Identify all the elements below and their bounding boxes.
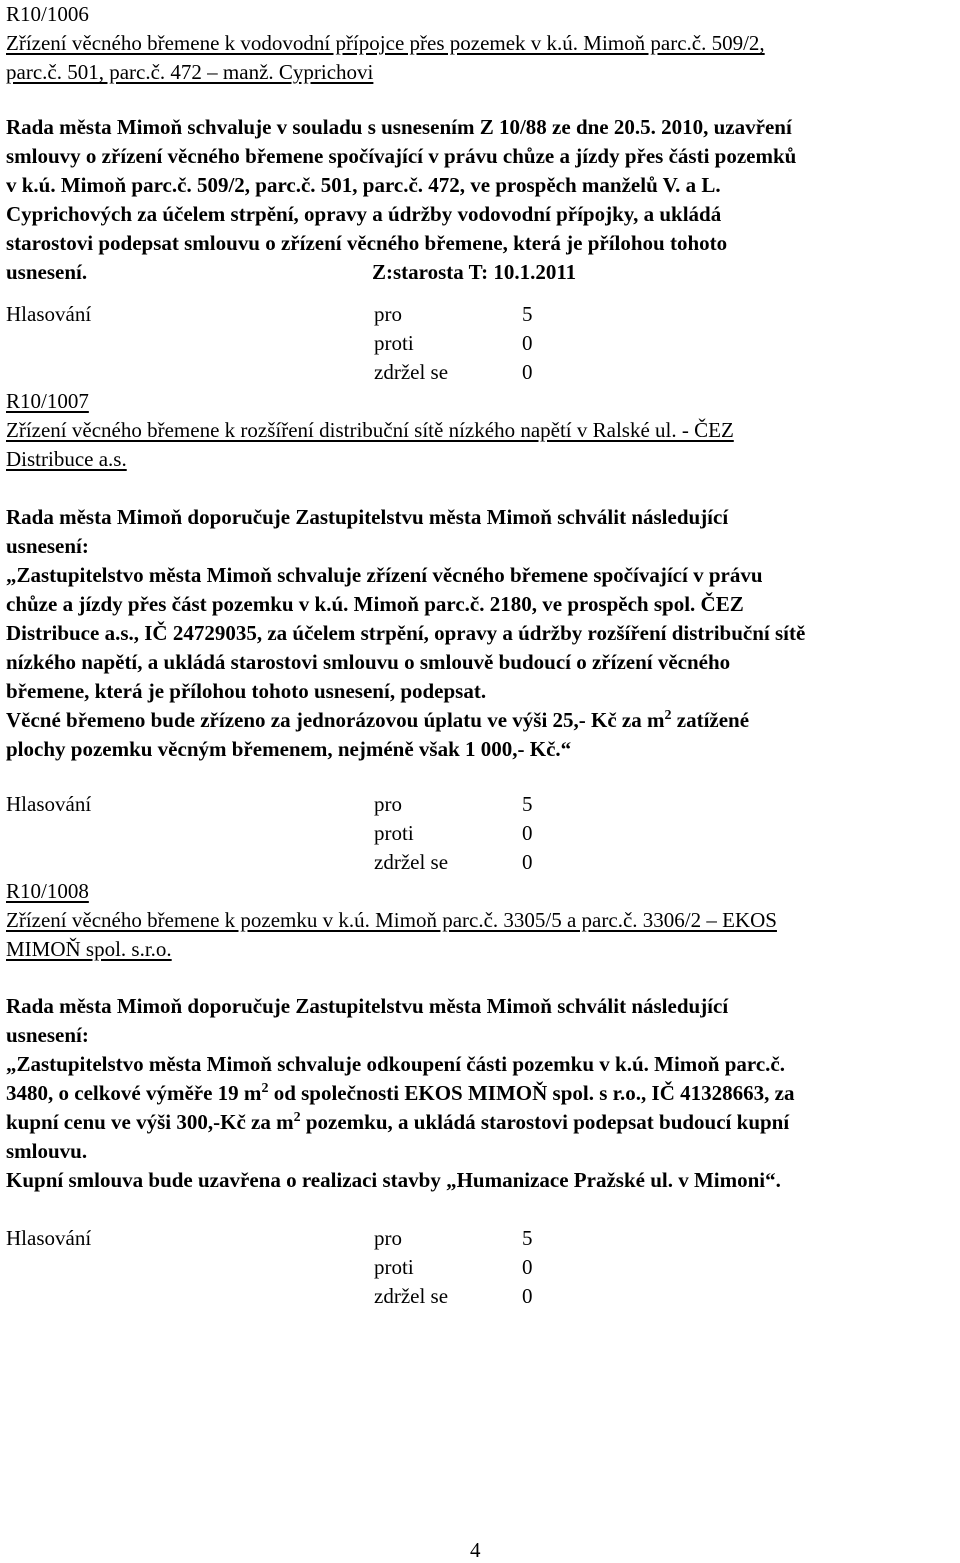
resolution-text-1008-line4: smlouvu.: [6, 1139, 88, 1163]
vote-proti-label: proti: [374, 331, 414, 355]
vote-label: Hlasování: [6, 792, 92, 816]
resolution-text-1008-line2: [6, 1079, 794, 1108]
resolution-text-1006-line1: Rada města Mimoň schvaluje v souladu s usnesením Z 10/88 ze dne 20.5. 2010, uzavření: [6, 115, 792, 139]
resolution-text-1008-line5: Kupní smlouva bude uzavřena o realizaci stavby „Humanizace Pražské ul. v Mimoni“.: [6, 1168, 781, 1192]
recommendation-1008-line1: Rada města Mimoň doporučuje Zastupitelstvu města Mimoň schválit následující: [6, 994, 729, 1018]
resolution-text-1007-line4: nízkého napětí, a ukládá starostovi smlouvu o smlouvě budoucí o zřízení věcného: [6, 650, 731, 674]
vote-pro-value: 5: [522, 302, 533, 326]
resolution-title-1006-line2: parc.č. 501, parc.č. 472 – manž. Cyprichovi: [6, 60, 374, 84]
fee-text: Věcné břemeno bude zřízeno za jednorázovou úplatu ve výši 25,- Kč za m: [6, 708, 665, 732]
vote-zdrzel-label: zdržel se: [374, 360, 449, 384]
vote-zdrzel-value: 0: [522, 1284, 533, 1308]
resolution-id-1008: R10/1008: [6, 879, 89, 903]
recommendation-1008-line2: usnesení:: [6, 1023, 89, 1047]
fee-text-end: zatížené: [671, 708, 750, 732]
vote-label: Hlasování: [6, 302, 92, 326]
vote-zdrzel-label: zdržel se: [374, 850, 449, 874]
resolution-text-1007-line5: břemene, která je přílohou tohoto usnesení, podepsat.: [6, 679, 487, 703]
resolution-text-1006-usneseni: usnesení.: [6, 260, 88, 284]
resolution-id-1006: R10/1006: [6, 2, 89, 26]
resolution-text-1007-line1: „Zastupitelstvo města Mimoň schvaluje zřízení věcného břemene spočívající v právu: [6, 563, 763, 587]
responsible-deadline: Z:starosta T: 10.1.2011: [372, 260, 577, 284]
resolution-title-1006-line1: Zřízení věcného břemene k vodovodní přípojce přes pozemek v k.ú. Mimoň parc.č. 509/2,: [6, 31, 765, 55]
vote-proti-value: 0: [522, 331, 533, 355]
price-text-end: pozemku, a ukládá starostovi podepsat budoucí kupní: [300, 1110, 790, 1134]
vote-label: Hlasování: [6, 1226, 92, 1250]
superscript-2: 2: [293, 1110, 301, 1125]
resolution-title-1007-line2: Distribuce a.s.: [6, 447, 127, 471]
vote-pro-label: pro: [374, 1226, 402, 1250]
resolution-text-1006-line5: starostovi podepsat smlouvu o zřízení věcného břemene, která je přílohou tohoto: [6, 231, 728, 255]
resolution-title-1007-line1: Zřízení věcného břemene k rozšíření distribuční sítě nízkého napětí v Ralské ul. - ČEZ: [6, 418, 734, 442]
resolution-text-1006-line3: v k.ú. Mimoň parc.č. 509/2, parc.č. 501, parc.č. 472, ve prospěch manželů V. a L.: [6, 173, 721, 197]
resolution-text-1007-line2: chůze a jízdy přes část pozemku v k.ú. Mimoň parc.č. 2180, ve prospěch spol. ČEZ: [6, 592, 744, 616]
vote-pro-value: 5: [522, 1226, 533, 1250]
page-number: 4: [470, 1538, 481, 1562]
resolution-text-1007-line3: Distribuce a.s., IČ 24729035, za účelem strpění, opravy a údržby rozšíření distribuční sítě: [6, 621, 806, 645]
recommendation-1007-line1: Rada města Mimoň doporučuje Zastupitelstvu města Mimoň schválit následující: [6, 505, 729, 529]
vote-zdrzel-value: 0: [522, 360, 533, 384]
vote-proti-label: proti: [374, 821, 414, 845]
vote-zdrzel-value: 0: [522, 850, 533, 874]
recommendation-1007-line2: usnesení:: [6, 534, 89, 558]
resolution-text-1006-line6: [6, 258, 577, 287]
vote-pro-value: 5: [522, 792, 533, 816]
resolution-text-1006-line2: smlouvy o zřízení věcného břemene spočívající v právu chůze a jízdy přes části pozemků: [6, 144, 797, 168]
area-text-end: od společnosti EKOS MIMOŇ spol. s r.o., IČ 41328663, za: [268, 1081, 795, 1105]
vote-pro-label: pro: [374, 302, 402, 326]
vote-zdrzel-label: zdržel se: [374, 1284, 449, 1308]
resolution-title-1008-line2: MIMOŇ spol. s.r.o.: [6, 937, 172, 961]
resolution-text-1008-line3: [6, 1108, 789, 1137]
vote-proti-label: proti: [374, 1255, 414, 1279]
resolution-text-1006-line4: Cyprichových za účelem strpění, opravy a údržby vodovodní přípojky, a ukládá: [6, 202, 722, 226]
superscript-2: 2: [664, 708, 672, 723]
area-text: 3480, o celkové výměře 19 m: [6, 1081, 262, 1105]
resolution-id-1007: R10/1007: [6, 389, 89, 413]
vote-proti-value: 0: [522, 821, 533, 845]
resolution-text-1007-line6: [6, 706, 749, 735]
vote-pro-label: pro: [374, 792, 402, 816]
superscript-2: 2: [261, 1081, 269, 1096]
resolution-text-1008-line1: „Zastupitelstvo města Mimoň schvaluje odkoupení části pozemku v k.ú. Mimoň parc.č.: [6, 1052, 785, 1076]
resolution-text-1007-line7: plochy pozemku věcným břemenem, nejméně však 1 000,- Kč.“: [6, 737, 572, 761]
price-text: kupní cenu ve výši 300,-Kč za m: [6, 1110, 294, 1134]
resolution-title-1008-line1: Zřízení věcného břemene k pozemku v k.ú. Mimoň parc.č. 3305/5 a parc.č. 3306/2 – EKOS: [6, 908, 777, 932]
vote-proti-value: 0: [522, 1255, 533, 1279]
